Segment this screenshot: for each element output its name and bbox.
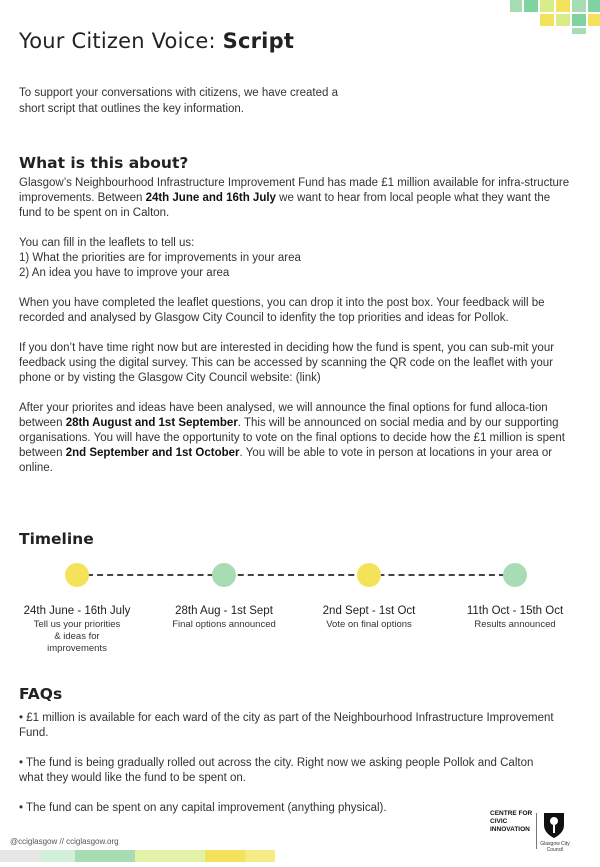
logo-divider xyxy=(536,813,537,849)
faq-item: • The fund can be spent on any capital improvement (anything physical). xyxy=(19,802,387,814)
timeline-dot-1 xyxy=(65,563,89,587)
timeline-dot-4 xyxy=(503,563,527,587)
timeline-date: 2nd Sept - 1st Oct xyxy=(322,605,416,617)
timeline-description: Results announced xyxy=(474,619,556,630)
partner-logos xyxy=(490,810,590,855)
timeline-description: Tell us your priorities & ideas for improvements xyxy=(33,619,121,654)
timeline-item xyxy=(445,605,585,631)
timeline-dot-2 xyxy=(212,563,236,587)
about-paragraph-3: When you have completed the leaflet questions, you can drop it into the post box. Your feedback will be recorded and analysed by Glasgow City Council to idenfity the top priorities and ideas for Pollok. xyxy=(19,297,545,324)
timeline xyxy=(0,560,600,654)
cci-logo-text: CENTRE FOR CIVIC INNOVATION xyxy=(490,810,533,833)
faq-item: • The fund is being gradually rolled out across the city. Right now we asking people Pollok and Calton what they would like the fund to be spent on. xyxy=(19,757,534,784)
about-paragraph-2: You can fill in the leaflets to tell us: 1) What the priorities are for improvements in your area 2) An idea you have to improve your area xyxy=(19,237,301,279)
timeline-item xyxy=(154,605,294,631)
footer-handle: @cciglasgow // cciglasgow.org xyxy=(10,837,119,846)
city-crest-icon xyxy=(542,811,566,839)
timeline-heading: Timeline xyxy=(19,530,94,548)
council-label: Glasgow City Council xyxy=(540,841,570,853)
about-paragraph-4: If you don’t have time right now but are interested in deciding how the fund is spent, you can sub-mit your feedback using the digital survey. This can be accessed by scanning the QR code on the leaflet with your phone or by visting the Glasgow City Council website: (link) xyxy=(19,342,555,384)
page-title: Your Citizen Voice: Script xyxy=(19,29,295,53)
about-section xyxy=(19,176,575,491)
about-heading: What is this about? xyxy=(19,154,189,172)
faq-list xyxy=(19,711,559,831)
timeline-date: 28th Aug - 1st Sept xyxy=(175,605,273,617)
timeline-dot-3 xyxy=(357,563,381,587)
faq-item: • £1 million is available for each ward of the city as part of the Neighbourhood Infrastructure Improvement Fund. xyxy=(19,712,554,739)
timeline-date: 24th June - 16th July xyxy=(23,605,131,617)
faq-heading: FAQs xyxy=(19,685,63,703)
intro-text: To support your conversations with citizens, we have created a short script that outlines the key information. xyxy=(19,87,338,115)
timeline-dashed-line xyxy=(77,574,515,576)
timeline-description: Vote on final options xyxy=(326,619,412,630)
about-paragraph-5: After your priorites and ideas have been analysed, we will announce the final options for fund alloca-tion between 28th August and 1st September. This will be announced on social media and by our supporting organisations. You will have the opportunity to vote on the final options to decide how the £1 million is spent between 2nd September and 1st October. You will be able to vote in person at locations in your area or online. xyxy=(19,402,565,474)
timeline-item xyxy=(7,605,147,655)
footer-color-bar xyxy=(0,850,300,862)
timeline-description: Final options announced xyxy=(172,619,276,630)
about-paragraph-1: Glasgow’s Neighbourhood Infrastructure Improvement Fund has made £1 million available for infra-structure improvements. Between 24th June and 16th July we want to hear from local people what they want the fund to be spent on in Calton. xyxy=(19,177,570,219)
timeline-item xyxy=(299,605,439,631)
decorative-squares-top xyxy=(510,0,600,34)
timeline-date: 11th Oct - 15th Oct xyxy=(466,605,564,617)
